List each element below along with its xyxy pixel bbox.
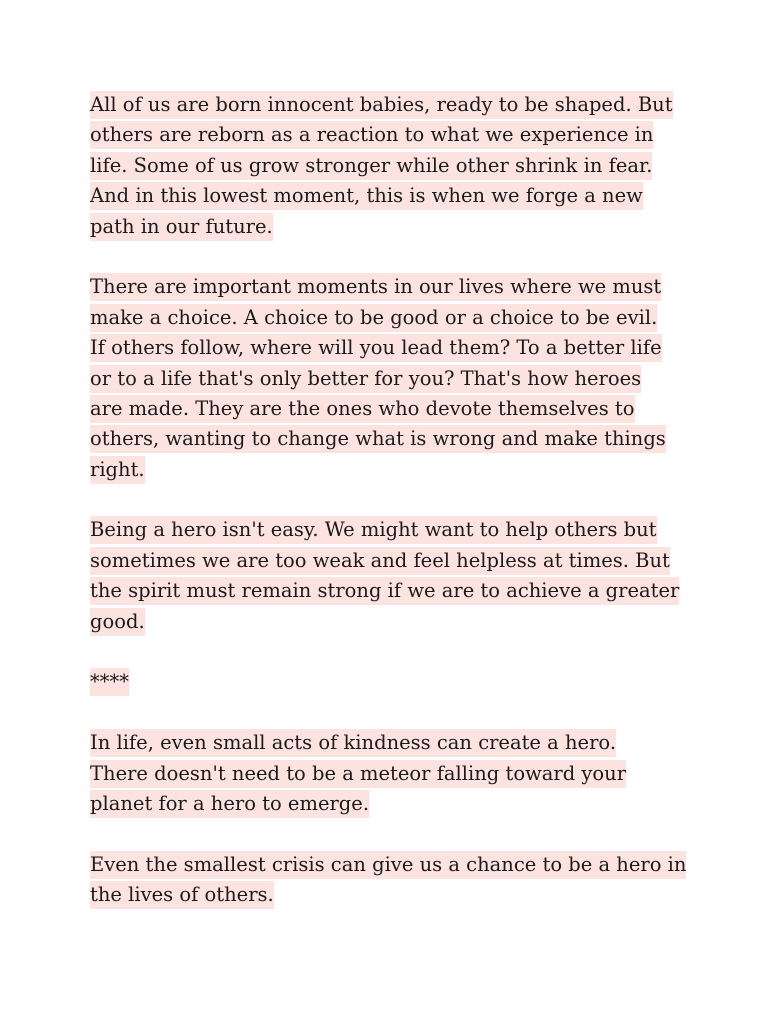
text-line: path in our future. <box>90 212 690 242</box>
section-separator <box>90 667 690 697</box>
paragraph-4 <box>90 728 690 819</box>
paragraph-5 <box>90 850 690 911</box>
text-line: Being a hero isn't easy. We might want to help others but <box>90 515 690 545</box>
paragraph-3 <box>90 515 690 637</box>
text-line: If others follow, where will you lead them? To a better life <box>90 333 690 363</box>
text-line: planet for a hero to emerge. <box>90 789 690 819</box>
text-line: others, wanting to change what is wrong and make things <box>90 424 690 454</box>
paragraph-1 <box>90 90 690 242</box>
text-line: **** <box>90 667 690 697</box>
paragraph-2 <box>90 272 690 485</box>
document-page <box>90 90 690 941</box>
text-line: others are reborn as a reaction to what we experience in <box>90 120 690 150</box>
text-line: life. Some of us grow stronger while other shrink in fear. <box>90 151 690 181</box>
text-line: make a choice. A choice to be good or a choice to be evil. <box>90 303 690 333</box>
text-line: or to a life that's only better for you? That's how heroes <box>90 364 690 394</box>
text-line: All of us are born innocent babies, ready to be shaped. But <box>90 90 690 120</box>
text-line: There doesn't need to be a meteor falling toward your <box>90 759 690 789</box>
text-line: are made. They are the ones who devote themselves to <box>90 394 690 424</box>
text-line: the lives of others. <box>90 880 690 910</box>
text-line: the spirit must remain strong if we are to achieve a greater <box>90 576 690 606</box>
text-line: Even the smallest crisis can give us a chance to be a hero in <box>90 850 690 880</box>
text-line: sometimes we are too weak and feel helpless at times. But <box>90 546 690 576</box>
text-line: And in this lowest moment, this is when we forge a new <box>90 181 690 211</box>
text-line: right. <box>90 455 690 485</box>
text-line: In life, even small acts of kindness can create a hero. <box>90 728 690 758</box>
text-line: good. <box>90 607 690 637</box>
text-line: There are important moments in our lives where we must <box>90 272 690 302</box>
